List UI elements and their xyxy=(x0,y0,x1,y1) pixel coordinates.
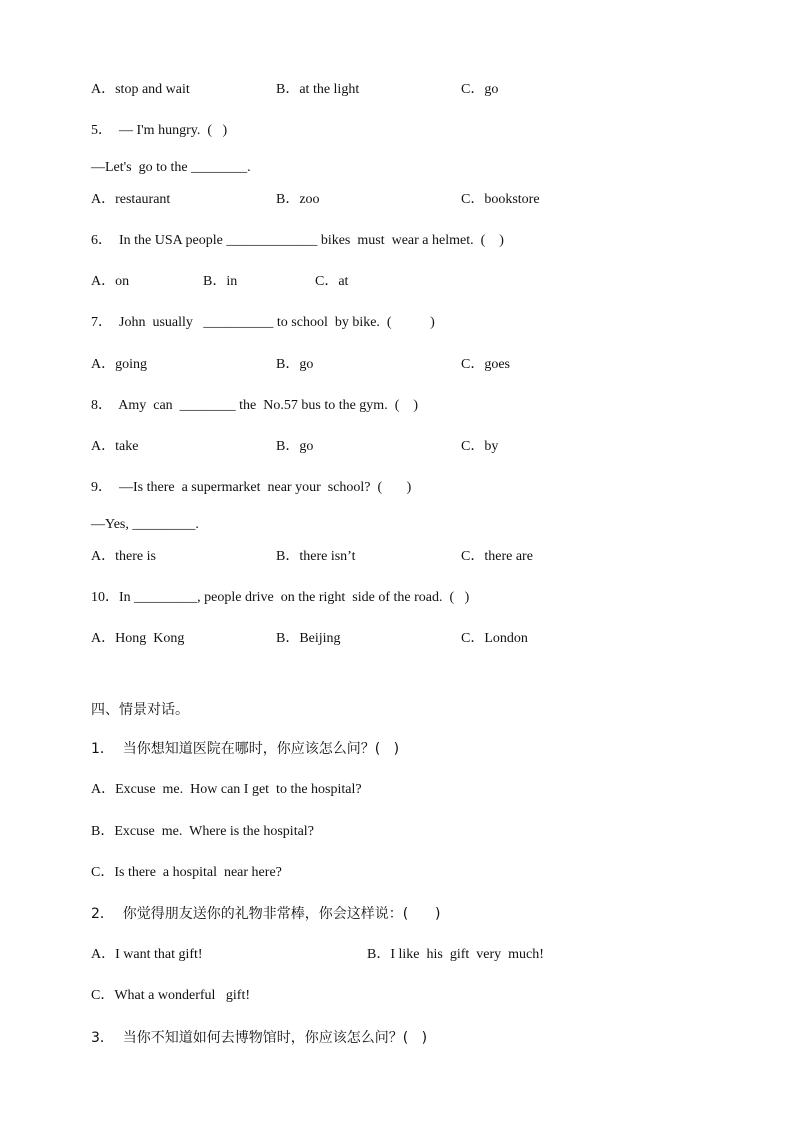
s4-q2-option-a: A．I want that gift! xyxy=(91,947,203,962)
q6-option-a: A．on xyxy=(91,274,130,289)
q7-stem: 7． John usually __________ to school by bike. ( ) xyxy=(91,315,435,330)
q5-stem: 5． — I'm hungry. ( ) xyxy=(91,123,228,138)
q7-option-c: C．goes xyxy=(461,357,510,372)
q8-stem: 8． Amy can ________ the No.57 bus to the gym. ( ) xyxy=(91,398,419,413)
q10-stem: 10．In _________, people drive on the right side of the road. ( ) xyxy=(91,590,470,605)
s4-q1-option-b: B．Excuse me. Where is the hospital? xyxy=(91,824,314,839)
q5-option-a: A．restaurant xyxy=(91,192,171,207)
q8-option-c: C．by xyxy=(461,439,499,454)
q9-option-b: B．there isn’t xyxy=(276,549,356,564)
q6-option-b: B．in xyxy=(203,274,238,289)
q7-option-a: A．going xyxy=(91,357,147,372)
q9-line2: —Yes, _________. xyxy=(91,517,199,532)
q5-option-c: C．bookstore xyxy=(461,192,540,207)
q4-option-b: B．at the light xyxy=(276,82,360,97)
q9-stem: 9． —Is there a supermarket near your school? ( ) xyxy=(91,480,412,495)
q4-option-c: C．go xyxy=(461,82,499,97)
s4-q1-stem: 1． 当你想知道医院在哪时，你应该怎么问？( ) xyxy=(91,741,400,757)
q9-option-a: A．there is xyxy=(91,549,156,564)
s4-q1-option-c: C．Is there a hospital near here? xyxy=(91,865,282,880)
section4-title: 四、情景对话。 xyxy=(91,702,189,718)
s4-q2-stem: 2． 你觉得朋友送你的礼物非常棒，你会这样说：( ) xyxy=(91,906,441,922)
q8-option-a: A．take xyxy=(91,439,139,454)
s4-q3-stem: 3． 当你不知道如何去博物馆时，你应该怎么问？( ) xyxy=(91,1030,428,1046)
q10-option-b: B．Beijing xyxy=(276,631,341,646)
s4-q1-option-a: A．Excuse me. How can I get to the hospital? xyxy=(91,782,362,797)
q4-option-a: A．stop and wait xyxy=(91,82,190,97)
q6-option-c: C．at xyxy=(315,274,349,289)
q10-option-c: C．London xyxy=(461,631,528,646)
s4-q2-option-c: C．What a wonderful gift! xyxy=(91,988,251,1003)
q10-option-a: A．Hong Kong xyxy=(91,631,185,646)
q8-option-b: B．go xyxy=(276,439,314,454)
q6-stem: 6． In the USA people _____________ bikes must wear a helmet. ( ) xyxy=(91,233,504,248)
q5-option-b: B．zoo xyxy=(276,192,320,207)
q7-option-b: B．go xyxy=(276,357,314,372)
q5-line2: —Let's go to the ________. xyxy=(91,160,251,175)
q9-option-c: C．there are xyxy=(461,549,533,564)
s4-q2-option-b: B．I like his gift very much! xyxy=(367,947,544,962)
